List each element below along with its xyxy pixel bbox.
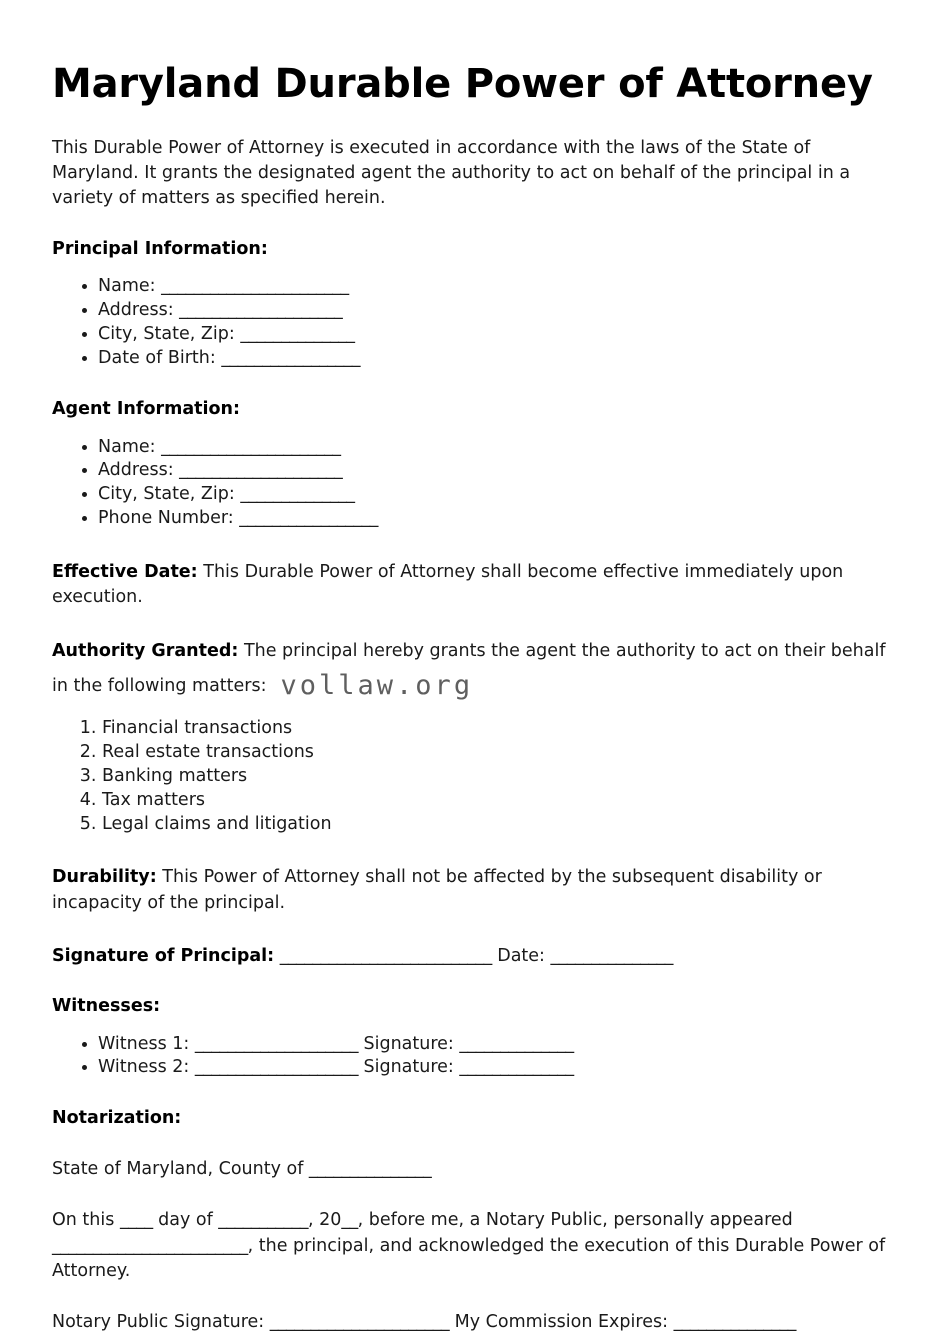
notary-text-part-1: On this [52, 1210, 120, 1231]
witness-name-blank[interactable]: ____________________ [194, 1057, 358, 1078]
field-label: Address: [98, 300, 174, 321]
witness-label: Witness 2: [98, 1057, 190, 1078]
list-item [98, 1033, 891, 1057]
notary-county-blank[interactable]: _______________ [308, 1158, 432, 1179]
watermark-vollaw: vollaw.org [280, 670, 474, 702]
list-item [98, 323, 891, 347]
witness-name-blank[interactable]: ____________________ [194, 1033, 358, 1054]
principal-information-heading: Principal Information: [52, 238, 268, 259]
notary-text-part-3: , 20 [307, 1210, 342, 1231]
list-item: 5. Legal claims and litigation [102, 813, 891, 837]
notarization-heading: Notarization: [52, 1108, 182, 1129]
notary-text-part-2: day of [152, 1210, 219, 1231]
signature-date-label: Date: [497, 945, 545, 966]
notary-month-blank[interactable]: ___________ [218, 1210, 308, 1231]
witnesses-heading: Witnesses: [52, 996, 161, 1017]
witnesses-list [52, 1033, 891, 1081]
field-blank[interactable]: ______________ [240, 484, 355, 505]
field-blank[interactable]: ____________________ [179, 300, 343, 321]
signature-of-principal-label: Signature of Principal: [52, 945, 275, 966]
notary-acknowledgement-paragraph [52, 1208, 891, 1284]
signature-of-principal-blank[interactable]: __________________________ [279, 945, 492, 966]
list-item: 2. Real estate transactions [102, 741, 891, 765]
notary-day-blank[interactable]: ____ [119, 1210, 153, 1231]
page-title: Maryland Durable Power of Attorney [52, 61, 873, 107]
notary-signature-blank[interactable]: ______________________ [269, 1312, 450, 1333]
field-blank[interactable]: ____________________ [179, 460, 343, 481]
authority-granted-paragraph [52, 639, 891, 703]
notary-signature-label: Notary Public Signature: [52, 1312, 265, 1333]
effective-date-label: Effective Date: [52, 562, 198, 583]
notary-state-county-line [52, 1157, 891, 1182]
agent-information-list [52, 436, 891, 532]
field-blank[interactable]: ______________ [240, 324, 355, 345]
effective-date-paragraph [52, 560, 891, 610]
field-label: Name: [98, 276, 156, 297]
list-item [98, 507, 891, 531]
list-item [98, 459, 891, 483]
commission-expires-label: My Commission Expires: [454, 1312, 668, 1333]
list-item [98, 1056, 891, 1080]
list-item [98, 347, 891, 371]
intro-paragraph: This Durable Power of Attorney is executed in accordance with the laws of the State of Maryland. It grants the designated agent the authority to act on behalf of the principal in a variety of matters as specified herein. [52, 137, 851, 208]
durability-label: Durability: [52, 867, 157, 888]
notary-text-part-4: , before me, a Notary Public, personally appeared [357, 1210, 793, 1231]
list-item [98, 275, 891, 299]
witness-signature-blank[interactable]: ______________ [459, 1033, 574, 1054]
field-label: City, State, Zip: [98, 484, 235, 505]
witness-signature-label: Signature: [363, 1057, 454, 1078]
list-item [98, 483, 891, 507]
authority-granted-list [52, 717, 891, 837]
list-item: 3. Banking matters [102, 765, 891, 789]
list-item: 4. Tax matters [102, 789, 891, 813]
witness-label: Witness 1: [98, 1033, 190, 1054]
notary-principal-name-blank[interactable]: ________________________ [52, 1235, 248, 1256]
notary-text-part-5: , the principal, and acknowledged the execution of this Durable Power of Attorney. [52, 1235, 886, 1281]
signature-date-blank[interactable]: _______________ [550, 945, 673, 966]
authority-granted-label: Authority Granted: [52, 641, 239, 662]
field-blank[interactable]: _______________________ [161, 276, 349, 297]
effective-date-text: This Durable Power of Attorney shall become effective immediately upon execution. [52, 562, 844, 608]
field-blank[interactable]: ______________________ [161, 436, 341, 457]
notary-signature-line [52, 1310, 891, 1335]
field-label: Name: [98, 436, 156, 457]
durability-paragraph [52, 865, 891, 915]
authority-granted-text: The principal hereby grants the agent the authority to act on their behalf in the following matters: [52, 641, 886, 697]
notary-year-blank[interactable]: __ [341, 1210, 358, 1231]
field-label: Phone Number: [98, 508, 234, 529]
list-item [98, 299, 891, 323]
durability-text: This Power of Attorney shall not be affected by the subsequent disability or incapacity of the principal. [52, 867, 822, 913]
principal-information-list [52, 275, 891, 371]
list-item: 1. Financial transactions [102, 717, 891, 741]
witness-signature-label: Signature: [363, 1033, 454, 1054]
field-label: Address: [98, 460, 174, 481]
agent-information-heading: Agent Information: [52, 399, 240, 420]
commission-expires-blank[interactable]: _______________ [673, 1312, 796, 1333]
field-label: City, State, Zip: [98, 324, 235, 345]
witness-signature-blank[interactable]: ______________ [459, 1057, 574, 1078]
field-blank[interactable]: _________________ [239, 508, 378, 529]
field-blank[interactable]: _________________ [221, 348, 360, 369]
list-item [98, 436, 891, 460]
notary-state-prefix: State of Maryland, County of [52, 1158, 309, 1179]
field-label: Date of Birth: [98, 348, 216, 369]
signature-of-principal-line [52, 944, 891, 969]
